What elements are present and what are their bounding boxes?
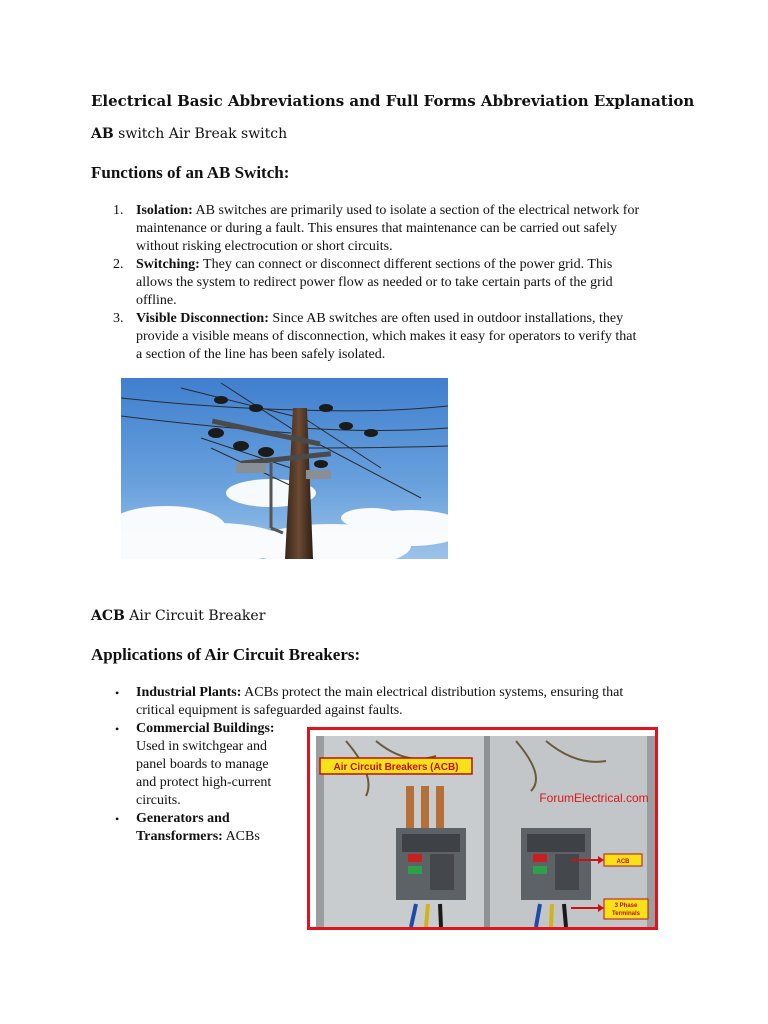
item-text-line: AB switches are primarily used to isolate a section of the electrical network for bbox=[195, 203, 640, 218]
bullet: • bbox=[115, 686, 120, 700]
list-number: 2. bbox=[113, 257, 124, 272]
item-label: Generators and bbox=[136, 811, 230, 826]
item-text-line: circuits. bbox=[136, 793, 181, 808]
abbreviation-ab-line bbox=[91, 126, 287, 142]
acb-applications-list-wrapped bbox=[91, 720, 301, 846]
abbreviation-acb: ACB bbox=[91, 608, 125, 624]
bullet: • bbox=[115, 812, 120, 826]
item-text-line: Used in switchgear and bbox=[136, 739, 268, 754]
item-text-line: a section of the line has been safely isolated. bbox=[136, 347, 386, 362]
item-text-line: ACBs protect the main electrical distribution systems, ensuring that bbox=[244, 685, 624, 700]
abbreviation-acb-full-form: Air Circuit Breaker bbox=[129, 608, 266, 624]
terminals-callout-line1: 3 Phase bbox=[614, 903, 638, 909]
item-label: Commercial Buildings: bbox=[136, 721, 275, 736]
acb-banner-label: Air Circuit Breakers (ACB) bbox=[333, 762, 459, 773]
item-text-line: offline. bbox=[136, 293, 177, 308]
list-item bbox=[91, 256, 711, 310]
abbreviation-ab: AB bbox=[91, 126, 114, 142]
item-text-line: Since AB switches are often used in outdoor installations, they bbox=[272, 311, 624, 326]
item-label: Visible Disconnection: bbox=[136, 311, 269, 326]
ab-functions-heading: Functions of an AB Switch: bbox=[91, 163, 290, 182]
acb-applications-heading: Applications of Air Circuit Breakers: bbox=[91, 645, 361, 664]
list-item bbox=[91, 684, 711, 720]
document-title: Electrical Basic Abbreviations and Full Forms Abbreviation Explanation bbox=[91, 92, 695, 110]
item-text-line: panel boards to manage bbox=[136, 757, 269, 772]
list-item bbox=[91, 202, 711, 256]
item-text-line: They can connect or disconnect different sections of the power grid. This bbox=[203, 257, 613, 272]
acb-applications-list-top bbox=[91, 684, 711, 720]
acb-panel-illustration bbox=[316, 736, 655, 927]
list-item bbox=[91, 810, 301, 846]
item-label: Transformers: bbox=[136, 829, 223, 844]
list-item bbox=[91, 310, 711, 364]
item-text-line: and protect high-current bbox=[136, 775, 272, 790]
item-text-line: allows the system to redirect power flow as needed or to take certain parts of the grid bbox=[136, 275, 613, 290]
bullet: • bbox=[115, 722, 120, 736]
item-text-line: maintenance or during a fault. This ensures that maintenance can be carried out safely bbox=[136, 221, 617, 236]
item-label: Isolation: bbox=[136, 203, 193, 218]
terminals-callout-line2: Terminals bbox=[612, 911, 640, 917]
acb-callout-label: ACB bbox=[616, 859, 630, 865]
abbreviation-ab-full-form: switch Air Break switch bbox=[118, 126, 288, 142]
watermark-text: ForumElectrical.com bbox=[539, 791, 649, 805]
air-break-switch-photo bbox=[121, 378, 448, 559]
list-number: 1. bbox=[113, 203, 124, 218]
item-text-line: critical equipment is safeguarded against faults. bbox=[136, 703, 403, 718]
ab-functions-list bbox=[91, 202, 711, 364]
acb-panel-figure bbox=[307, 727, 658, 930]
list-item bbox=[91, 720, 301, 810]
list-number: 3. bbox=[113, 311, 124, 326]
abbreviation-acb-line bbox=[91, 608, 265, 624]
item-label: Switching: bbox=[136, 257, 200, 272]
utility-pole-illustration bbox=[121, 378, 448, 559]
item-text-line: provide a visible means of disconnection, which makes it easy for operators to verify that bbox=[136, 329, 637, 344]
item-text-line: ACBs bbox=[225, 829, 260, 844]
item-text-line: without risking electrocution or short circuits. bbox=[136, 239, 393, 254]
item-label: Industrial Plants: bbox=[136, 685, 242, 700]
